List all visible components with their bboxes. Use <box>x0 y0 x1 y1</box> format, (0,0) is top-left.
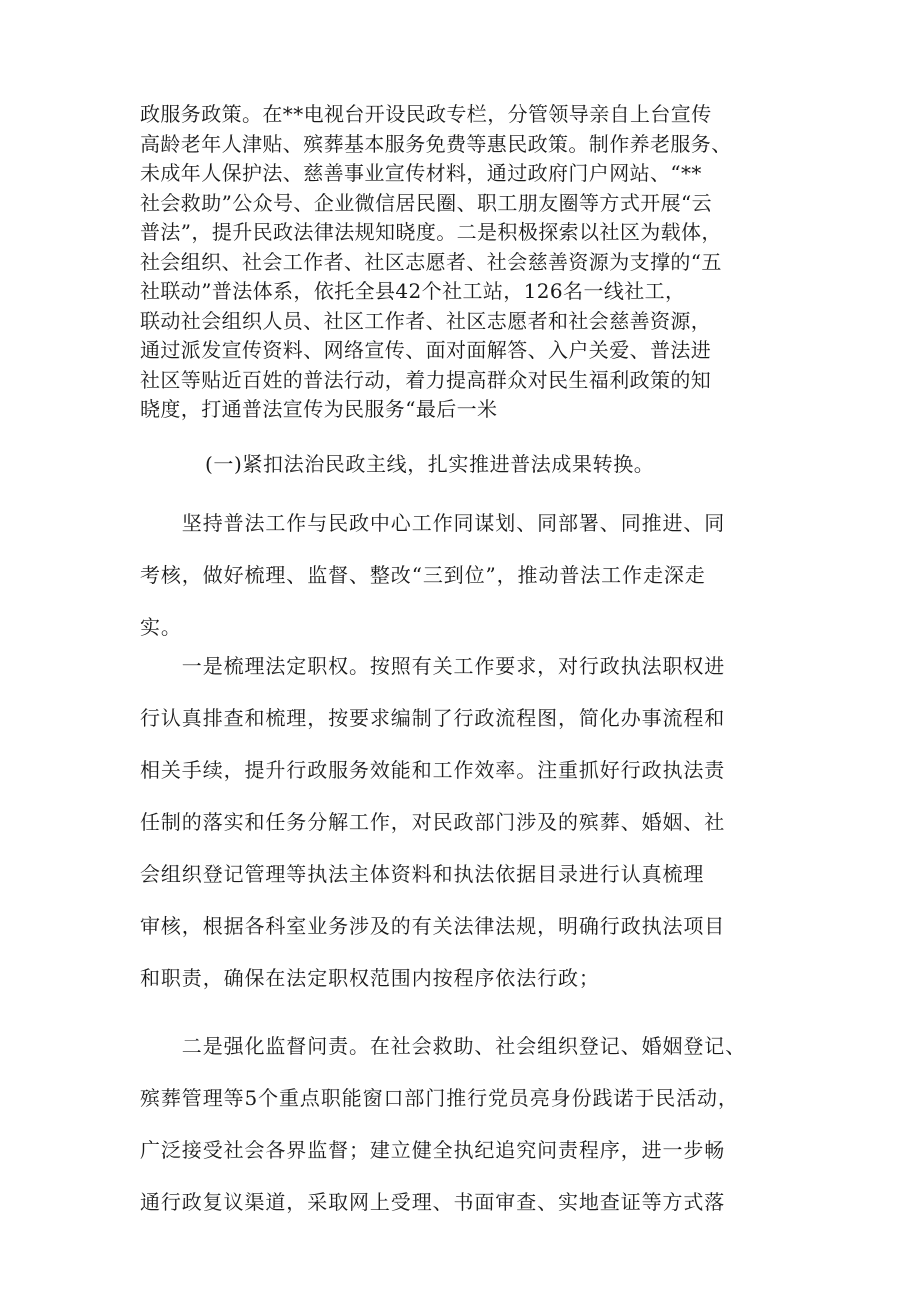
text-line: 任制的落实和任务分解工作，对民政部门涉及的殡葬、婚姻、社 <box>140 810 726 834</box>
paragraph-coordination <box>140 497 790 653</box>
text-line: 社会组织、社会工作者、社区志愿者、社会慈善资源为支撑的“五 <box>140 249 722 274</box>
text-line: 一是梳理法定职权。按照有关工作要求，对行政执法职权进 <box>140 654 726 678</box>
text-line: 普法”，提升民政法律法规知晓度。二是积极探索以社区为载体， <box>140 220 722 244</box>
text-line: 政服务政策。在**电视台开设民政专栏，分管领导亲自上台宣传 <box>140 102 712 126</box>
text-line: 联动社会组织人员、社区工作者、社区志愿者和社会慈善资源， <box>140 308 712 333</box>
text-line: 审核，根据各科室业务涉及的有关法律法规，明确行政执法项目 <box>140 914 726 938</box>
text-line: 会组织登记管理等执法主体资料和执法依据目录进行认真梳理 <box>140 862 705 886</box>
text-line: 高龄老年人津贴、殡葬基本服务免费等惠民政策。制作养老服务、 <box>140 131 732 156</box>
text-line: 社区等贴近百姓的普法行动，着力提高群众对民生福利政策的知 <box>140 367 712 392</box>
text-line: 相关手续，提升行政服务效能和工作效率。注重抓好行政执法责 <box>140 758 726 782</box>
text-line: 社会救助”公众号、企业微信居民圈、职工朋友圈等方式开展“云 <box>140 190 713 215</box>
intro-paragraph <box>140 100 790 425</box>
text-line: 二是强化监督问责。在社会救助、社会组织登记、婚姻登记、 <box>140 1034 747 1058</box>
text-line: 广泛接受社会各界监督；建立健全执纪追究问责程序，进一步畅 <box>140 1138 726 1162</box>
paragraph-legal-authority <box>140 640 790 1004</box>
paragraph-supervision <box>140 1020 790 1228</box>
section-heading: (一)紧扣法治民政主线，扎实推进普法成果转换。 <box>205 452 655 476</box>
text-line: 晓度，打通普法宣传为民服务“最后一米 <box>140 397 498 421</box>
text-line: 殡葬管理等5个重点职能窗口部门推行党员亮身份践诺于民活动， <box>140 1086 739 1110</box>
text-line: 和职责，确保在法定职权范围内按程序依法行政； <box>140 966 600 990</box>
text-line: 行认真排查和梳理，按要求编制了行政流程图，简化办事流程和 <box>140 706 726 730</box>
text-line: 实。 <box>140 615 182 639</box>
text-line: 通行政复议渠道，采取网上受理、书面审查、实地查证等方式落 <box>140 1190 726 1214</box>
text-line: 坚持普法工作与民政中心工作同谋划、同部署、同推进、同 <box>140 511 726 535</box>
text-line: 考核，做好梳理、监督、整改“三到位”，推动普法工作走深走 <box>140 563 706 587</box>
text-line: 未成年人保护法、慈善事业宣传材料，通过政府门户网站、“** <box>140 161 702 185</box>
text-line: 通过派发宣传资料、网络宣传、面对面解答、入户关爱、普法进 <box>140 338 712 362</box>
text-line: 社联动”普法体系，依托全县42个社工站，126名一线社工， <box>140 279 686 303</box>
